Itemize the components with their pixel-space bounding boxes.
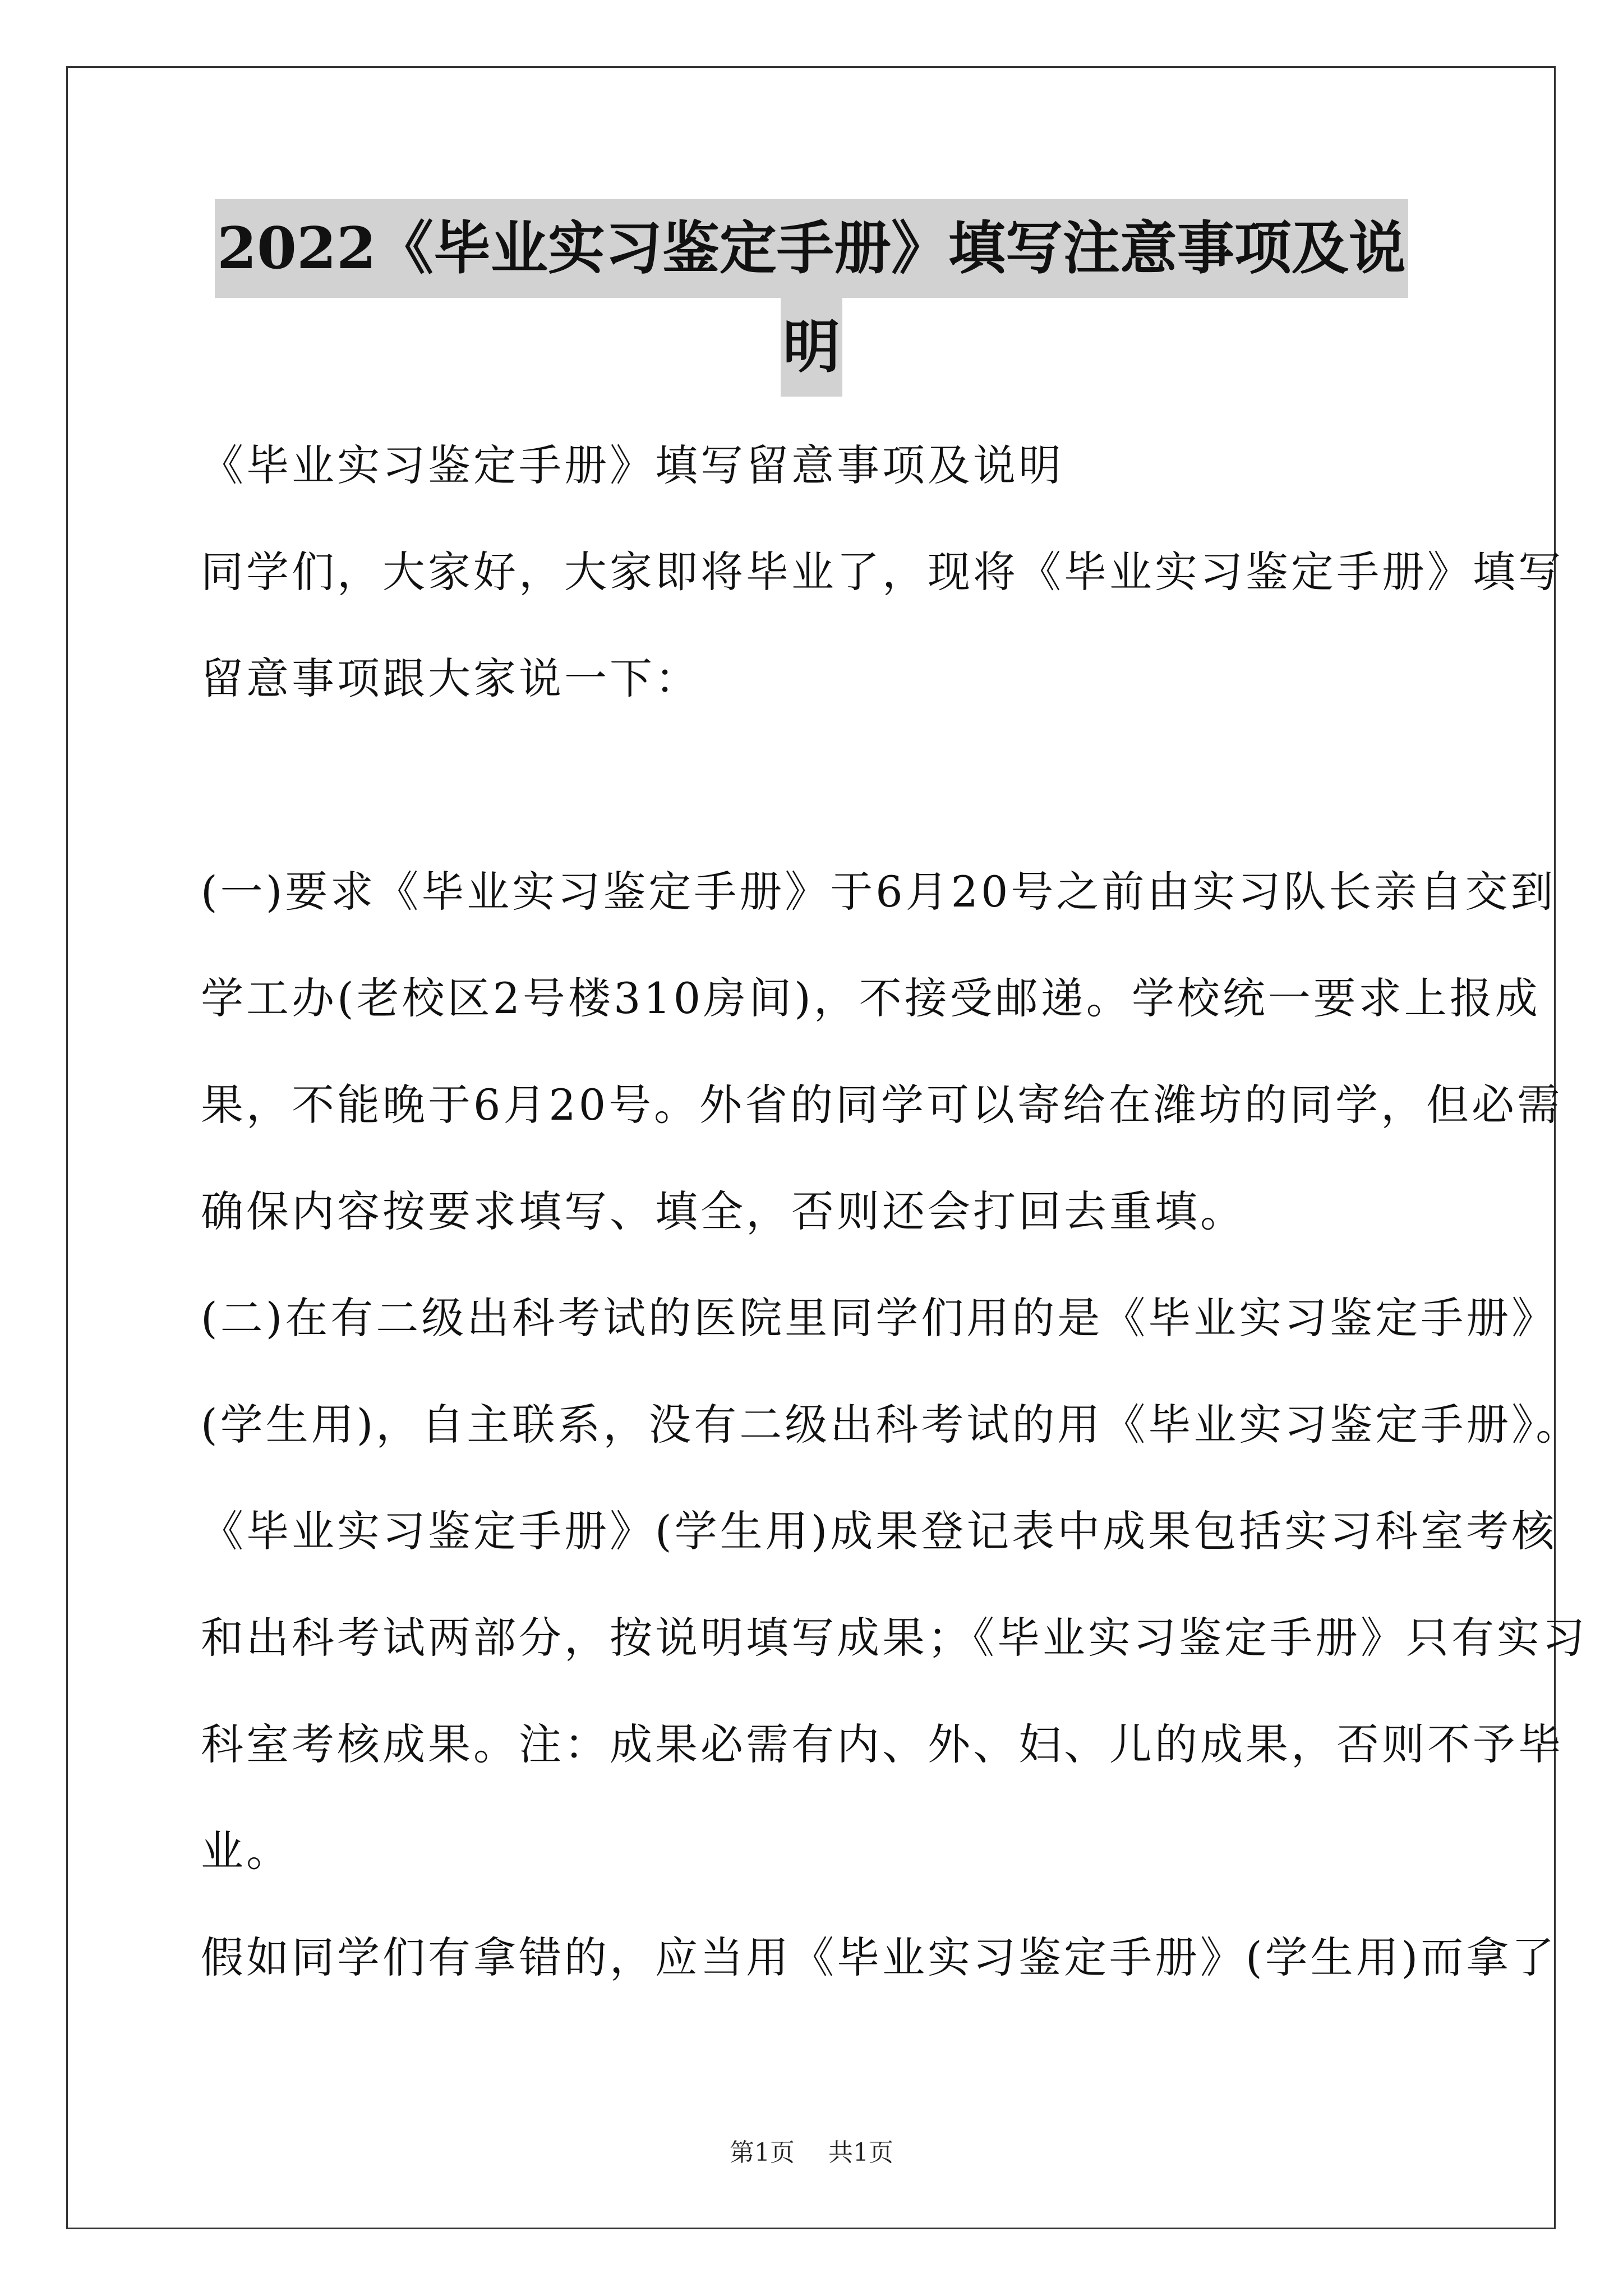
body-line: 科室考核成果。注：成果必需有内、外、妇、儿的成果，否则不予毕 <box>201 1719 1564 1769</box>
body-line: (一)要求《毕业实习鉴定手册》于6月20号之前由实习队长亲自交到 <box>201 867 1556 917</box>
body-line: 和出科考试两部分，按说明填写成果；《毕业实习鉴定手册》只有实习 <box>201 1613 1588 1663</box>
title-line-2: 明 <box>781 298 842 397</box>
body-line: 确保内容按要求填写、填全，否则还会打回去重填。 <box>201 1186 1246 1236</box>
body-line: 留意事项跟大家说一下： <box>201 654 700 703</box>
title-line-1: 2022《毕业实习鉴定手册》填写注意事项及说 <box>215 199 1408 298</box>
body-line: 假如同学们有拿错的，应当用《毕业实习鉴定手册》(学生用)而拿了 <box>201 1932 1557 1982</box>
body-line: 同学们，大家好，大家即将毕业了，现将《毕业实习鉴定手册》填写 <box>201 547 1564 597</box>
page-number-total: 共1页 <box>828 2138 893 2167</box>
body-line: 业。 <box>201 1826 292 1876</box>
body-line: 《毕业实习鉴定手册》填写留意事项及说明 <box>201 440 1064 490</box>
body-line: 学工办(老校区2号楼310房间)，不接受邮递。学校统一要求上报成 <box>201 973 1541 1023</box>
body-line: (二)在有二级出科考试的医院里同学们用的是《毕业实习鉴定手册》 <box>201 1293 1557 1343</box>
body-line: (学生用)，自主联系，没有二级出科考试的用《毕业实习鉴定手册》。 <box>201 1400 1581 1450</box>
page-number-current: 第1页 <box>730 2138 795 2167</box>
page-footer <box>0 2136 1623 2170</box>
body-line: 《毕业实习鉴定手册》(学生用)成果登记表中成果包括实习科室考核 <box>201 1506 1557 1556</box>
body-line: 果，不能晚于6月20号。外省的同学可以寄给在潍坊的同学，但必需 <box>201 1080 1563 1130</box>
